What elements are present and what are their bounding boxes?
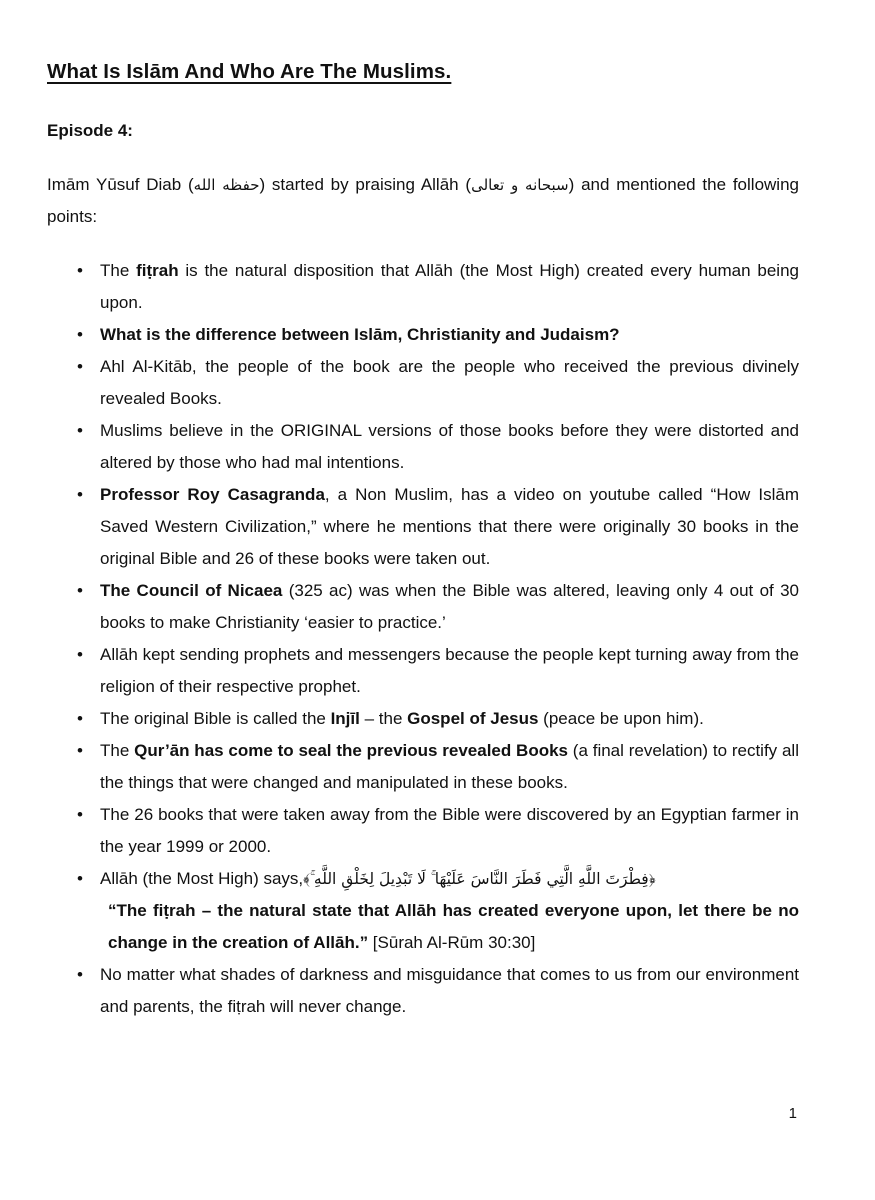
point-roy-casagranda-segment-0: Professor Roy Casagranda — [100, 484, 325, 504]
page-title: What Is Islām And Who Are The Muslims. — [47, 60, 452, 83]
point-council-of-nicaea-segment-1: (325 ac) was when the Bible was altered, leaving only 4 out of 30 books to make Christianity ‘easier to practice.’ — [100, 580, 799, 632]
point-original-versions-segment-0: Muslims believe in the ORIGINAL versions of those books before they were distorted and altered by those who had mal intentions. — [100, 420, 799, 472]
point-quran-seals-books-segment-2: (a final revelation) to rectify all the things that were changed and manipulated in these books. — [100, 740, 799, 792]
list-item-council-of-nicaea — [47, 575, 799, 639]
arabic-ayah-surah-ar-rum: ﴿فِطْرَتَ اللَّهِ الَّتِي فَطَرَ النَّاسَ عَلَيْهَا ۚ لَا تَبْدِيلَ لِخَلْقِ اللَّهِ ۚ﴾ — [303, 869, 656, 888]
ayah-translation: “The fiṭrah – the natural state that Allāh has created everyone upon, let there be no change in the creation of Allāh.” — [108, 900, 799, 952]
points-list — [47, 255, 799, 1023]
point-26-books-discovered-segment-0: The 26 books that were taken away from the Bible were discovered by an Egyptian farmer in the year 1999 or 2000. — [100, 804, 799, 856]
point-fitrah-definition-segment-0: The — [100, 260, 137, 280]
ayah-reference: [Sūrah Al-Rūm 30:30] — [368, 932, 536, 952]
episode-label: Episode 4: — [47, 120, 133, 140]
ayah-lead-text: Allāh (the Most High) says, — [100, 868, 304, 888]
point-difference-question-segment-0: What is the difference between Islām, Christianity and Judaism? — [100, 324, 620, 344]
point-fitrah-definition-segment-1: fiṭrah — [136, 260, 179, 280]
point-ahl-al-kitab-segment-0: Ahl Al-Kitāb, the people of the book are the people who received the previous divinely revealed Books. — [100, 356, 799, 408]
point-fitrah-definition-segment-2: is the natural disposition that Allāh (the Most High) created every human being upon. — [100, 260, 799, 312]
list-item-final — [47, 959, 799, 1023]
arabic-hafidhahullah: حفظه الله — [193, 175, 260, 194]
list-item-roy-casagranda — [47, 479, 799, 575]
list-item-prophets-sent — [47, 639, 799, 703]
page-number: 1 — [788, 1105, 797, 1122]
list-item-difference-question — [47, 319, 799, 351]
point-injil-gospel-segment-2: – the — [359, 708, 408, 728]
document-body — [47, 60, 799, 1023]
list-item-injil-gospel — [47, 703, 799, 735]
intro-part-3: ) and mentioned the following points: — [47, 174, 799, 226]
list-item-ayah — [47, 863, 799, 959]
point-injil-gospel-segment-4: (peace be upon him). — [538, 708, 704, 728]
list-item-ahl-al-kitab — [47, 351, 799, 415]
list-item-original-versions — [47, 415, 799, 479]
point-injil-gospel-segment-0: The original Bible is called the — [100, 708, 331, 728]
list-item-26-books-discovered — [47, 799, 799, 863]
point-roy-casagranda-segment-1: , a Non Muslim, has a video on youtube called “How Islām Saved Western Civilization,” where he mentions that there were originally 30 books in the original Bible and 26 of these books were taken out. — [100, 484, 799, 568]
point-quran-seals-books-segment-1: Qur’ān has come to seal the previous revealed Books — [134, 740, 569, 760]
point-council-of-nicaea-segment-0: The Council of Nicaea — [100, 580, 283, 600]
point-quran-seals-books-segment-0: The — [100, 740, 135, 760]
intro-part-1: Imām Yūsuf Diab ( — [47, 174, 194, 194]
point-injil-gospel-segment-3: Gospel of Jesus — [407, 708, 539, 728]
list-item-quran-seals-books — [47, 735, 799, 799]
ayah-translation-block — [100, 895, 799, 959]
list-item-fitrah-definition — [47, 255, 799, 319]
intro-paragraph — [47, 169, 799, 233]
point-prophets-sent-segment-0: Allāh kept sending prophets and messengers because the people kept turning away from the religion of their respective prophet. — [100, 644, 799, 696]
point-injil-gospel-segment-1: Injīl — [330, 708, 360, 728]
intro-part-2: ) started by praising Allāh ( — [259, 174, 472, 194]
arabic-subhanahu-wa-taala: سبحانه و تعالى — [471, 175, 569, 194]
final-point-text: No matter what shades of darkness and misguidance that comes to us from our environment and parents, the fiṭrah will never change. — [100, 964, 799, 1016]
